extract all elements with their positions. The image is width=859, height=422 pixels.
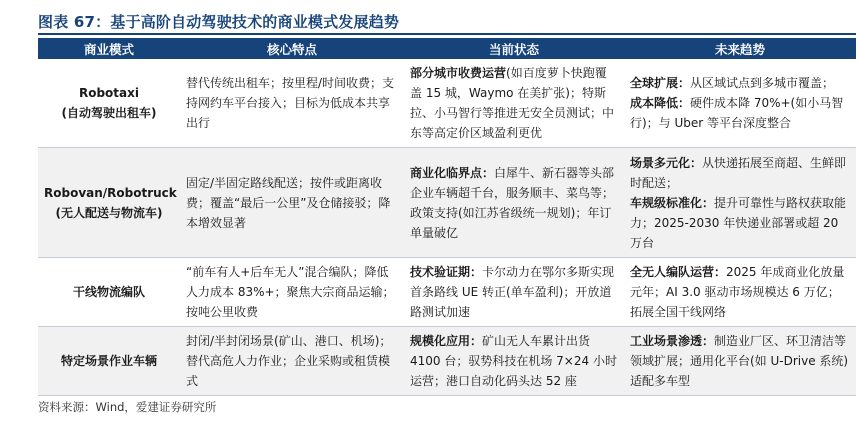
current-status-cell	[404, 59, 624, 148]
model-name: 干线物流编队	[72, 285, 145, 299]
figure-title: 图表 67：基于高阶自动驾驶技术的商业模式发展趋势	[38, 13, 400, 31]
title-divider	[38, 33, 856, 35]
model-name: Robotaxi	[78, 86, 139, 100]
header-status: 当前状态	[404, 38, 624, 59]
trend-highlight: 工业场景渗透：	[630, 334, 715, 348]
model-cell	[38, 148, 180, 258]
trend-text: 提升可靠性与路权获取能力；2025-2030 年快递业部署或超 20 万台	[630, 195, 847, 250]
model-name: Robovan/Robotruck	[44, 185, 177, 200]
model-cell	[38, 258, 180, 327]
model-name: 特定场景作业车辆	[60, 354, 157, 368]
model-cell	[38, 59, 180, 148]
business-model-table	[38, 38, 856, 396]
status-text: 矿山无人车累计出货 4100 台；驭势科技在机场 7×24 小时运营；港口自动化码头达 52 座	[410, 334, 617, 388]
trend-text: 从区域试点到多城市覆盖；	[690, 76, 835, 90]
core-features-cell: 替代传统出租车；按里程/时间收费；支持网约车平台接入；目标为低成本共享出行	[180, 59, 404, 148]
trend-highlight: 成本降低：	[630, 96, 691, 110]
future-trend-cell	[624, 327, 856, 396]
future-trend-cell	[624, 258, 856, 327]
trend-highlight: 车规级标准化：	[630, 195, 715, 210]
status-text: 白犀牛、新石器等头部企业车辆超千台，服务顺丰、菜鸟等；政策支持(如江苏省级统一规划)；年订单量破亿	[410, 165, 615, 240]
model-subtitle: (无人配送与物流车)	[55, 205, 163, 220]
trend-text: 2025 年成商业化放量元年；AI 3.0 驱动市场规模达 6 万亿；拓展全国干线网络	[630, 265, 845, 319]
core-features-cell: 固定/半固定路线配送；按件或距离收费；覆盖“最后一公里”及仓储接驳；降本增效显著	[180, 148, 404, 258]
model-subtitle: (自动驾驶出租车)	[61, 106, 157, 120]
trend-highlight: 全球扩展：	[630, 76, 691, 90]
trend-text: 硬件成本降 70%+(如小马智行)；与 Uber 等平台深度整合	[630, 96, 844, 130]
core-features-cell: 封闭/半封闭场景(矿山、港口、机场)；替代高危人力作业；企业采购或租赁模式	[180, 327, 404, 396]
current-status-cell	[404, 148, 624, 258]
table-header-row	[38, 38, 856, 59]
table-row	[38, 148, 856, 258]
table-row	[38, 59, 856, 148]
status-text: 卡尔动力在鄂尔多斯实现首条路线 UE 转正(单车盈利)；开放道路测试加速	[410, 265, 615, 319]
header-core: 核心特点	[180, 38, 404, 59]
trend-text: 从快递拓展至商超、生鲜即时配送；	[630, 155, 847, 190]
trend-text: 制造业厂区、环卫清洁等领域扩展；通用化平台(如 U-Drive 系统)适配多车型	[630, 334, 849, 388]
status-text: (如百度萝卜快跑覆盖 15 城，Waymo 在美扩张)；特斯拉、小马智行等推进无安全员测试；中东等高定价区域盈利更优	[410, 66, 615, 140]
header-trend: 未来趋势	[624, 38, 856, 59]
status-highlight: 规模化应用：	[410, 334, 483, 348]
trend-highlight: 场景多元化：	[630, 155, 703, 170]
trend-highlight: 全无人编队运营：	[630, 265, 727, 279]
current-status-cell	[404, 258, 624, 327]
future-trend-cell	[624, 148, 856, 258]
source-note: 资料来源：Wind，爱建证券研究所	[38, 400, 217, 414]
status-highlight: 商业化临界点：	[410, 165, 495, 180]
table-row	[38, 327, 856, 396]
core-features-cell: “前车有人+后车无人”混合编队；降低人力成本 83%+；聚焦大宗商品运输；按吨公里收费	[180, 258, 404, 327]
table-row	[38, 258, 856, 327]
future-trend-cell	[624, 59, 856, 148]
header-model: 商业模式	[38, 38, 180, 59]
model-cell	[38, 327, 180, 396]
status-highlight: 部分城市收费运营	[410, 66, 507, 80]
status-highlight: 技术验证期：	[410, 265, 483, 279]
current-status-cell	[404, 327, 624, 396]
